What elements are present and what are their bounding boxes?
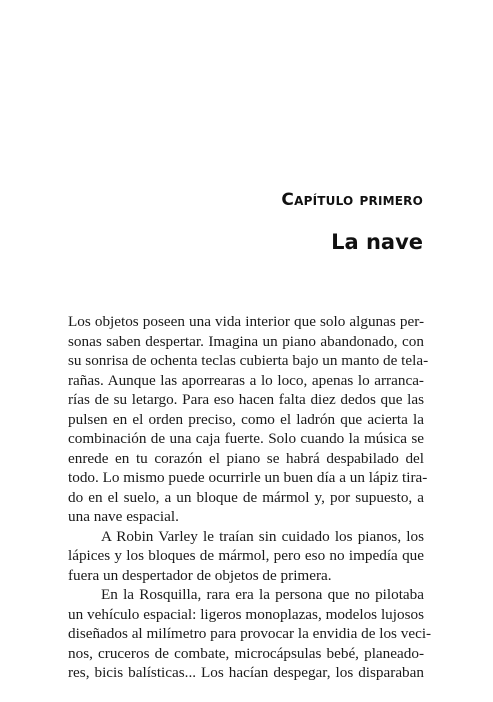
text-line: combinación de una caja fuerte. Solo cuando la música se [68, 430, 424, 447]
text-line: rías de su letargo. Para eso hacen falta diez dedos que las [68, 391, 424, 408]
text-line: sonas saben despertar. Imagina un piano abandonado, con [68, 332, 424, 350]
text-line: su sonrisa de ochenta teclas cubierta bajo un manto de tela- [68, 352, 429, 369]
text-line: pulsen en el orden preciso, como el ladrón que acierta la [68, 410, 424, 428]
text-line: res, bicis balísticas... Los hacían despegar, los disparaban [68, 664, 424, 681]
chapter-label: Capítulo primero [281, 190, 423, 210]
text-line: Los objetos poseen una vida interior que solo algunas per- [68, 313, 424, 330]
text-line: fuera un despertador de objetos de primera. [68, 566, 332, 584]
chapter-title: La nave [331, 230, 423, 254]
body-text [68, 312, 432, 683]
text-line: lápices y los bloques de mármol, pero eso no impedía que [68, 547, 424, 564]
text-line: En la Rosquilla, rara era la persona que no pilotaba [101, 586, 424, 603]
text-line: nos, cruceros de combate, microcápsulas bebé, planeado- [68, 644, 424, 662]
text-line: diseñados al milímetro para provocar la envidia de los veci- [68, 625, 432, 642]
text-line: enrede en tu corazón el piano se habrá despabilado del [68, 449, 424, 467]
text-line: rañas. Aunque las aporrearas a lo loco, apenas lo arranca- [68, 371, 424, 389]
text-line: un vehículo espacial: ligeros monoplazas, modelos lujosos [68, 605, 424, 623]
text-line: una nave espacial. [68, 508, 179, 525]
text-line: A Robin Varley le traían sin cuidado los pianos, los [101, 527, 424, 545]
text-line: todo. Lo mismo puede ocurrirle un buen día a un lápiz tira- [68, 469, 428, 486]
text-line: do en el suelo, a un bloque de mármol y, por supuesto, a [68, 488, 424, 506]
